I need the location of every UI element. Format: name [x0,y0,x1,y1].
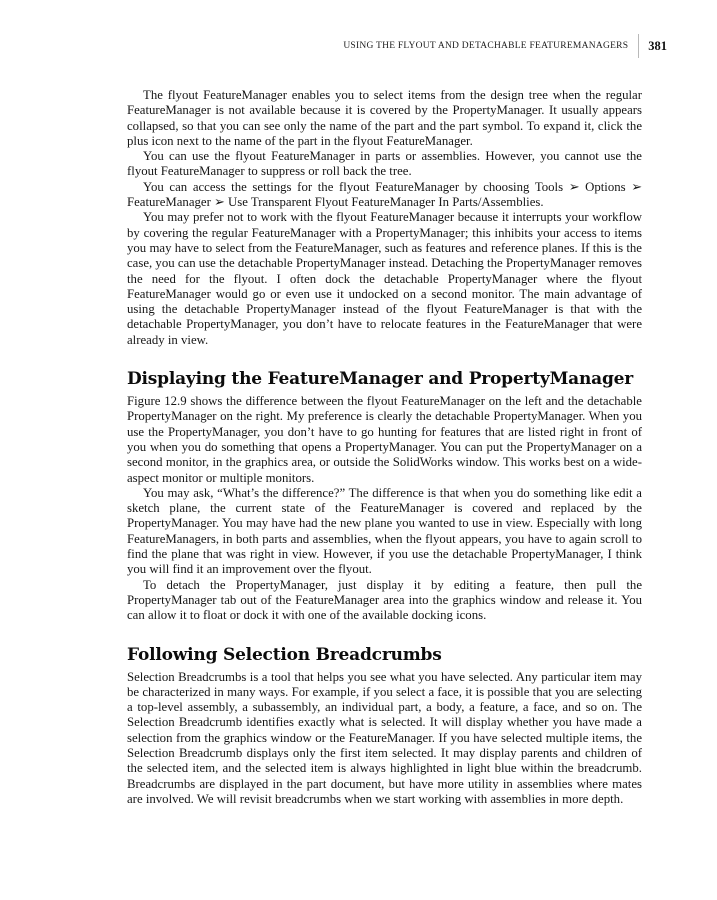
paragraph: You can use the flyout FeatureManager in parts or assemblies. However, you cannot use the flyout FeatureManager to suppress or roll back the tree. [127,149,642,179]
paragraph: You may ask, “What’s the difference?” The difference is that when you do something like edit a sketch plane, the current state of the FeatureManager is covered and replaced by the PropertyManager. You may have had the new plane you wanted to use in view. Especially with long FeatureManagers, in both parts and assemblies, when the flyout appears, you have to again scroll to find the plane that was right in view. However, if you use the detachable PropertyManager, I think you will find it an improvement over the flyout. [127,485,642,577]
section-heading-displaying: Displaying the FeatureManager and PropertyManager [127,369,634,390]
running-head: USING THE FLYOUT AND DETACHABLE FEATUREMANAGERS [343,41,629,51]
paragraph: To detach the PropertyManager, just display it by editing a feature, then pull the PropertyManager tab out of the FeatureManager area into the graphics window and release it. You can allow it to float or dock it with one of the available docking icons. [127,577,642,623]
text-block [127,88,642,807]
page-number: 381 [648,38,667,53]
section-heading-breadcrumbs: Following Selection Breadcrumbs [127,644,442,665]
paragraph: Figure 12.9 shows the difference between the flyout FeatureManager on the left and the detachable PropertyManager on the right. My preference is clearly the detachable PropertyManager. When you use the PropertyManager, you don’t have to go hunting for features that are listed right in front of you when you do something that opens a PropertyManager. You can put the PropertyManager on a second monitor, in the graphics area, or outside the SolidWorks window. This works best on a wide-aspect monitor or multiple monitors. [127,394,642,485]
page-header [0,33,667,59]
paragraph: The flyout FeatureManager enables you to select items from the design tree when the regular FeatureManager is not available because it is covered by the PropertyManager. It usually appears collapsed, so that you can see only the name of the part and the part symbol. To expand it, click the plus icon next to the name of the part in the flyout FeatureManager. [127,88,642,148]
paragraph: You may prefer not to work with the flyout FeatureManager because it interrupts your workflow by covering the regular FeatureManager with a PropertyManager; this inhibits your access to items you may have to select from the FeatureManager, such as features and reference planes. If this is the case, you can use the detachable PropertyManager instead. Detaching the PropertyManager removes the need for the flyout. I often dock the detachable PropertyManager where the flyout FeatureManager would go or even use it undocked on a second monitor. The main advantage of using the detachable PropertyManager instead of the flyout FeatureManager is that with the detachable PropertyManager, you don’t have to relocate features in the FeatureManager that were already in view. [127,210,642,347]
paragraph: Selection Breadcrumbs is a tool that helps you see what you have selected. Any particular item may be characterized in many ways. For example, if you select a face, it is possible that you are selecting a top-level assembly, a subassembly, an individual part, a body, a feature, a face, and so on. The Selection Breadcrumb identifies exactly what is selected. It will display whether you have made a selection from the graphics window or the FeatureManager. If you have selected multiple items, the Selection Breadcrumb displays only the first item selected. It may display parents and children of the selected item, and the selected item is always highlighted in light blue within the breadcrumb. Breadcrumbs are displayed in the part document, but have more utility in assemblies where mates are involved. We will revisit breadcrumbs when we start working with assemblies in more depth. [127,669,642,806]
header-divider [638,34,639,58]
paragraph: You can access the settings for the flyout FeatureManager by choosing Tools ➢ Options ➢ FeatureManager ➢ Use Transparent Flyout FeatureManager In Parts/Assemblies. [127,179,642,210]
